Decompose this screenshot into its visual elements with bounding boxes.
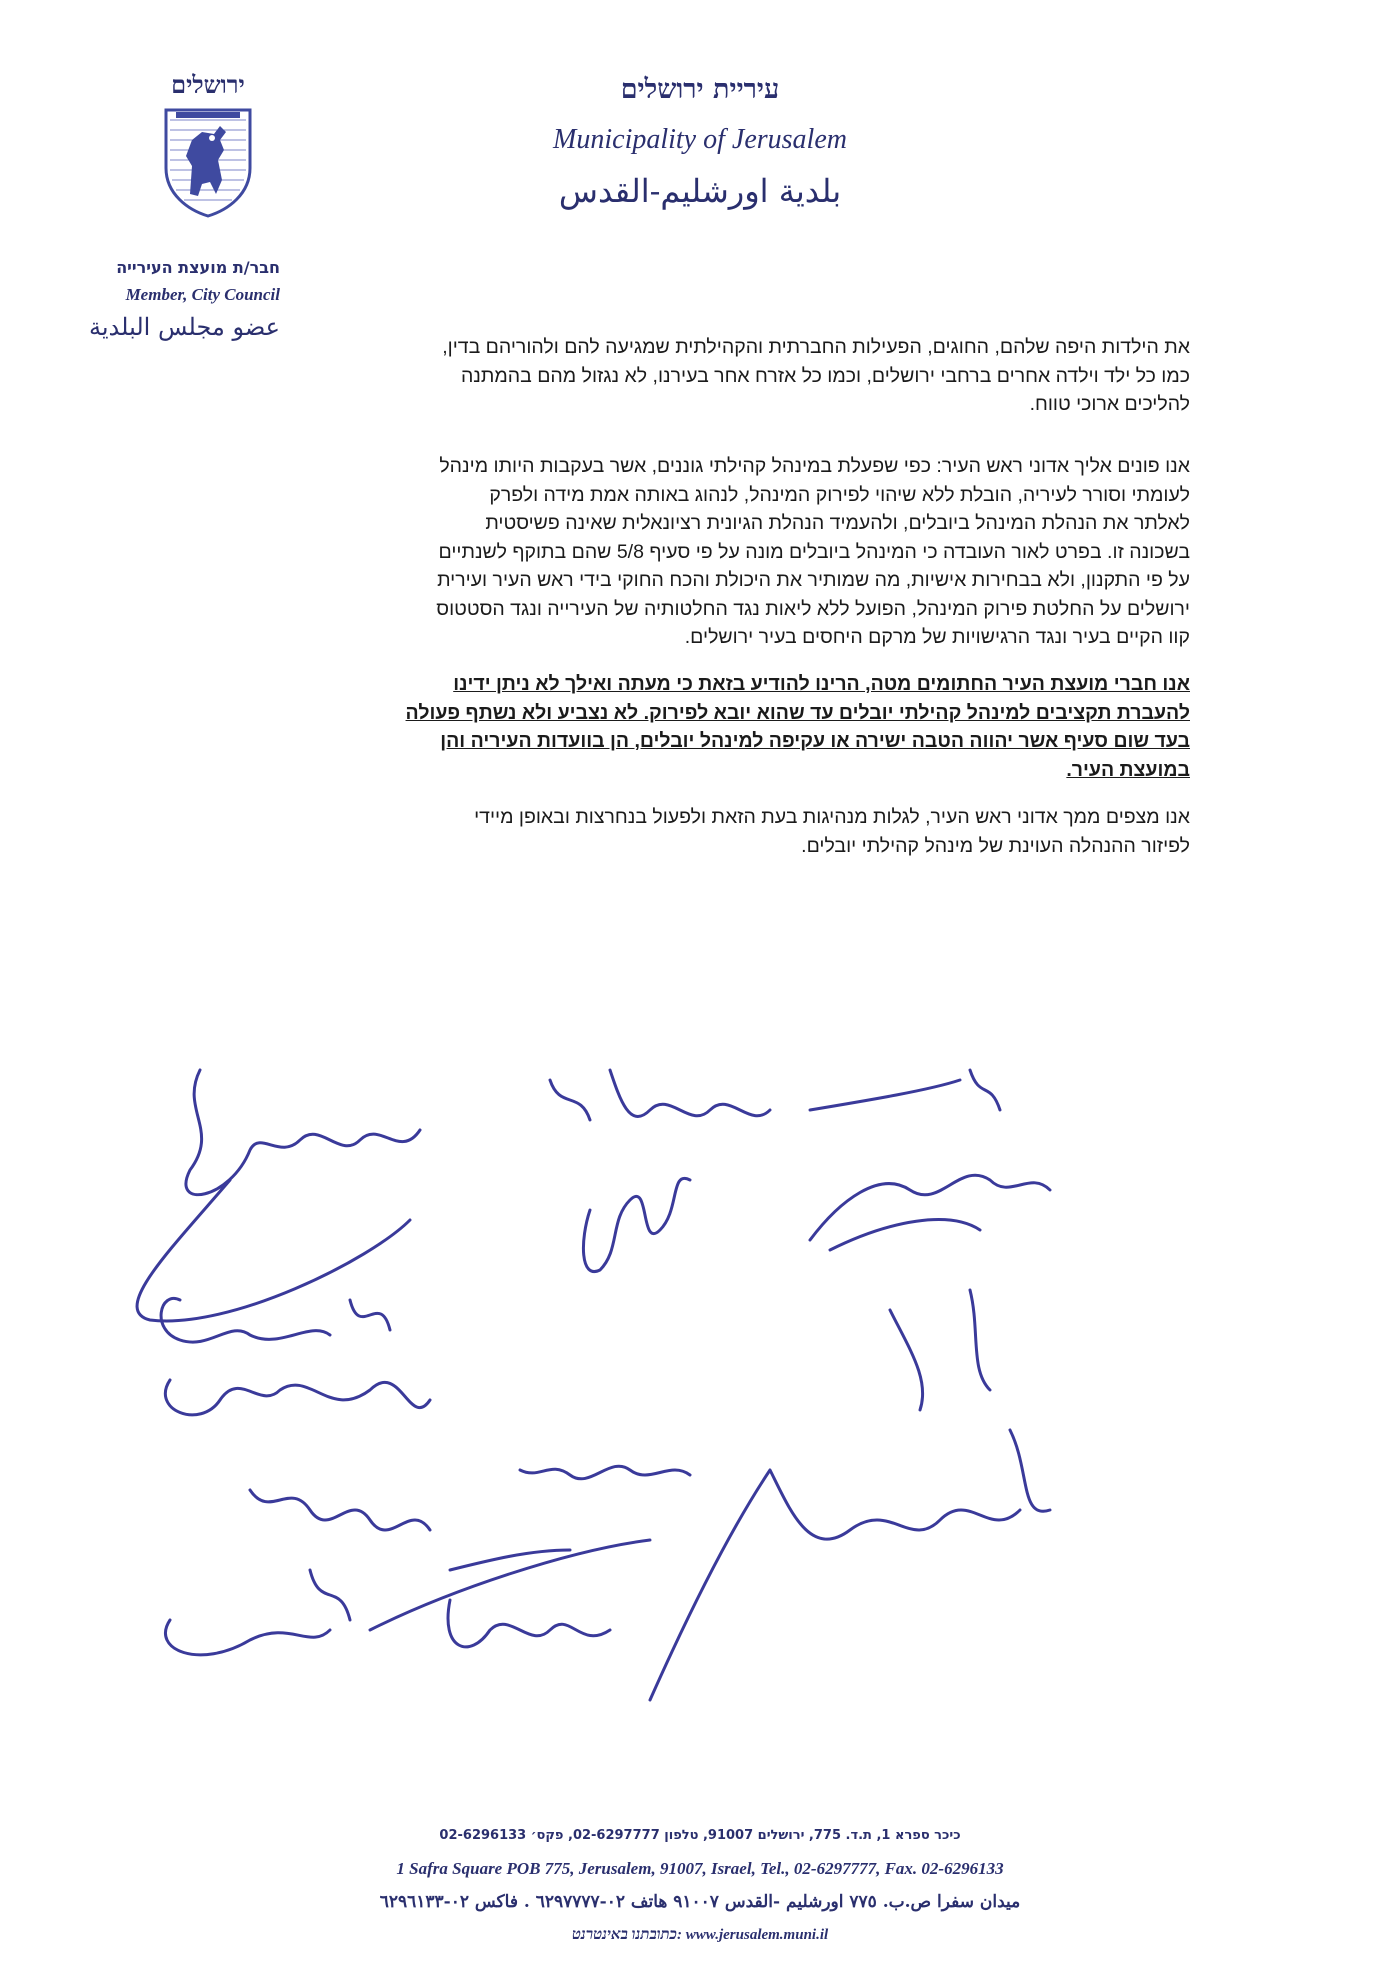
paragraph-line: בשכונה זו. בפרט לאור העובדה כי המינהל ביובלים מונה על פי סעיף 5/8 שהם בתוקף לשנתיים [438, 540, 1190, 563]
signature [810, 1070, 1000, 1110]
signature [550, 1070, 770, 1120]
footer-address-english: 1 Safra Square POB 775, Jerusalem, 91007, Israel, Tel., 02-6297777, Fax. 02-6296133 [396, 1859, 1004, 1878]
paragraph-2 [160, 452, 1190, 652]
footer-address-arabic: ميدان سفرا ص.ب. ٧٧٥ اورشليم -القدس ٩١٠٠٧ هاتف ٠٢-٦٢٩٧٧٧٧ . فاكس ٠٢-٦٢٩٦١٣٣ [379, 1892, 1021, 1912]
signature [161, 1298, 390, 1342]
footer-address-hebrew: כיכר ספרא 1, ת.ד. 775, ירושלים 91007, טלפון 02-6297777, פקס׳ 02-6296133 [439, 1828, 961, 1843]
footer-website: www.jerusalem.muni.il :כתובתנו באינטרנט [571, 1927, 829, 1943]
council-member-english: Member, City Council [125, 285, 280, 304]
paragraph-line: לעומתי וסורר לעיריה, הובלת ללא שיהוי לפירוק המינהל, לנהוג באותה אמת מידה ולפרק [489, 483, 1190, 506]
paragraph-line: את הילדות היפה שלהם, החוגים, הפעילות החברתית והקהילתית שמגיעה להם ולהוריהם בדין, [442, 336, 1190, 358]
signature [583, 1178, 690, 1271]
letterhead-title-english: Municipality of Jerusalem [553, 124, 847, 155]
paragraph-3-declaration [160, 670, 1190, 784]
paragraph-line: על פי התקנון, ולא בבחירות אישיות, מה שמותיר את היכולת והכח החוקי בידי ראש העיר ועירית [437, 569, 1190, 591]
jerusalem-lion-emblem-icon [162, 106, 254, 218]
paragraph-line: קוו הקיים בעיר ונגד הרגישויות של מרקם היחסים בעיר ירושלים. [684, 626, 1190, 648]
paragraph-line: אנו חברי מועצת העיר החתומים מטה, הרינו להודיע בזאת כי מעתה ואילך לא ניתן ידינו [453, 673, 1190, 695]
paragraph-line: במועצת העיר. [1066, 758, 1190, 781]
paragraph-1 [160, 333, 1190, 419]
signature [165, 1380, 430, 1415]
paragraph-line: אנו פונים אליך אדוני ראש העיר: כפי שפעלת במינהל קהילתי גוננים, אשר בעקבות היותו מינהל [439, 455, 1190, 477]
emblem-name: ירושלים [171, 70, 245, 99]
paragraph-4 [160, 803, 1190, 860]
paragraph-line: לפיזור ההנהלה העוינת של מינהל קהילתי יובלים. [801, 834, 1190, 857]
signature [650, 1470, 1020, 1700]
municipality-emblem [148, 70, 268, 218]
signature [520, 1466, 690, 1479]
signature [448, 1600, 610, 1647]
council-member-hebrew: חבר/ת מועצת העירייה [116, 258, 280, 277]
signature [250, 1490, 430, 1530]
signature [165, 1570, 350, 1655]
paragraph-line: בעד שום סעיף אשר יהווה הטבה ישירה או עקיפה למינהל יובלים, הן בוועדות העיריה והן [440, 730, 1190, 752]
paragraph-line: לאלתר את הנהלת המינהל ביובלים, ולהעמיד הנהלת הגיונית רציונאלית שאינה פשיסטית [485, 512, 1190, 534]
handwritten-signatures [110, 1050, 1250, 1740]
signature [1010, 1430, 1050, 1511]
council-member-arabic: عضو مجلس البلدية [89, 313, 280, 341]
paragraph-line: ירושלים על החלטת פירוק המינהל, הפועל ללא ליאות נגד החלטותיה של העירייה ונגד הסטטוס [436, 597, 1190, 620]
paragraph-line: כמו כל ילד וילדה אחרים ברחבי ירושלים, וכמו כל אזרח אחר בעירנו, לא נגזול מהם בהמתנה [460, 364, 1190, 387]
paragraph-line: להליכים ארוכי טווח. [1029, 393, 1190, 415]
signature [890, 1290, 990, 1410]
signature [810, 1175, 1050, 1250]
letterhead-title-arabic: بلدية اورشليم-القدس [558, 172, 842, 210]
signature [137, 1070, 420, 1321]
paragraph-line: אנו מצפים ממך אדוני ראש העיר, לגלות מנהיגות בעת הזאת ולפעול בנחרצות ובאופן מיידי [474, 806, 1190, 828]
signature [370, 1540, 650, 1630]
paragraph-line: להעברת תקציבים למינהל קהילתי יובלים עד שהוא יובא לפירוק. לא נצביע ולא נשתף פעולה [405, 701, 1190, 724]
letterhead-title-hebrew: עיריית ירושלים [620, 74, 780, 105]
